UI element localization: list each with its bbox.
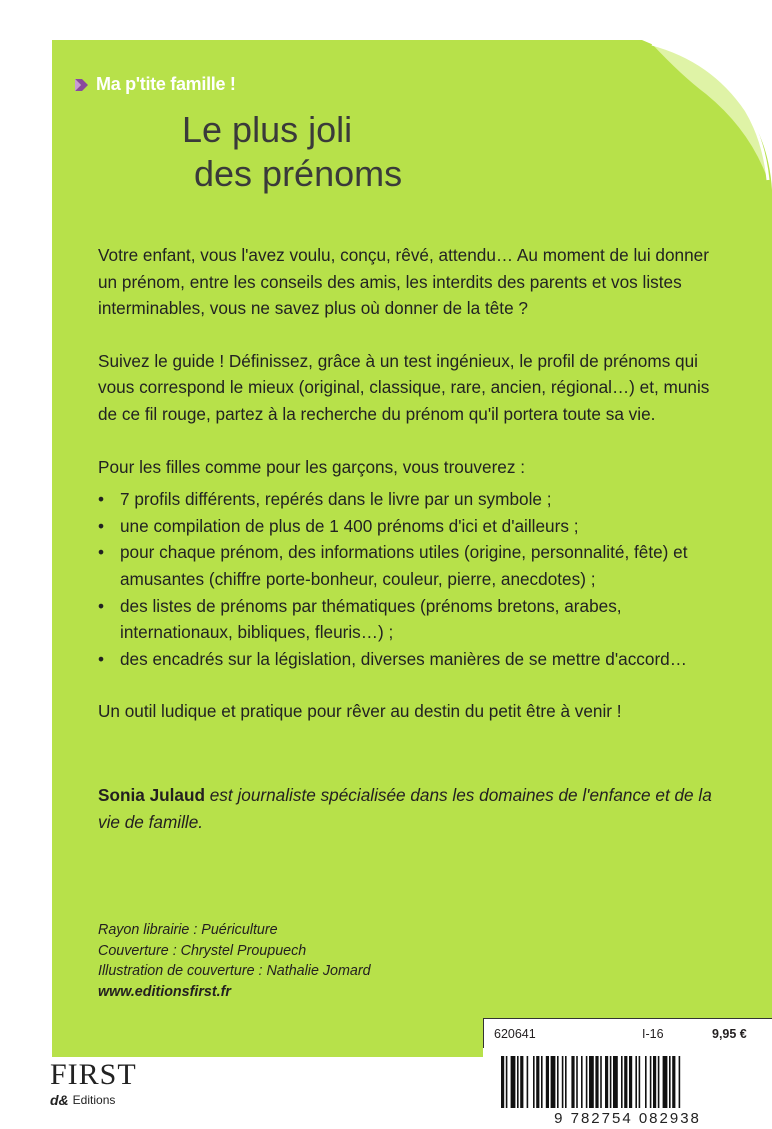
book-title (182, 108, 402, 196)
price-row (483, 1018, 772, 1048)
barcode-bar (669, 1056, 671, 1108)
credits (98, 920, 371, 1002)
title-line-2: des prénoms (194, 153, 403, 194)
publisher-editions (50, 1092, 137, 1108)
barcode-bar (565, 1056, 567, 1108)
list-item: • des encadrés sur la législation, diverses manières de se mettre d'accord… (98, 646, 718, 673)
list-item: • pour chaque prénom, des informations utiles (origine, personnalité, fête) et amusantes (chiffre porte-bonheur, couleur, pierre, anecdotes) ; (98, 539, 718, 592)
author-name: Sonia Julaud (98, 785, 205, 805)
barcode-bar (533, 1056, 535, 1108)
paragraph-intro: Votre enfant, vous l'avez voulu, conçu, rêvé, attendu… Au moment de lui donner un prénom, entre les conseils des amis, les interdits des parents et vos listes interminables, vous ne savez plus où donner de la tête ? (98, 245, 709, 319)
list-item: • une compilation de plus de 1 400 prénoms d'ici et d'ailleurs ; (98, 513, 718, 540)
barcode-bar (586, 1056, 588, 1108)
barcode-bar (511, 1056, 516, 1108)
price: 9,95 € (712, 1026, 747, 1041)
barcode-bar (645, 1056, 647, 1108)
barcode-bar (672, 1056, 675, 1108)
editions-label: Editions (72, 1093, 116, 1107)
barcode-bar (595, 1056, 598, 1108)
barcode-bar (506, 1056, 508, 1108)
barcode-bar (536, 1056, 539, 1108)
product-code: 620641 (494, 1026, 536, 1041)
publisher-name: FIRST (50, 1058, 137, 1091)
page-curl-decoration (642, 40, 772, 190)
barcode-bar (650, 1056, 652, 1108)
barcode-bar (589, 1056, 594, 1108)
isbn-number: 9 782754 082938 (554, 1110, 701, 1127)
barcode-bar (613, 1056, 618, 1108)
paragraph-list-intro: Pour les filles comme pour les garçons, vous trouverez : (98, 456, 526, 477)
publisher-website[interactable]: www.editionsfirst.fr (98, 983, 231, 1000)
category-code: I-16 (642, 1026, 664, 1041)
chevron-right-icon (72, 76, 90, 94)
barcode-bar (658, 1056, 660, 1108)
barcode-bar (621, 1056, 623, 1108)
description (98, 242, 718, 751)
barcode-bar (551, 1056, 556, 1108)
barcode-bar (663, 1056, 668, 1108)
series-label (72, 74, 236, 95)
barcode-bar (653, 1056, 656, 1108)
barcode-bar (576, 1056, 578, 1108)
barcode-bar (562, 1056, 564, 1108)
barcode-bar (600, 1056, 602, 1108)
barcode-bar (629, 1056, 632, 1108)
barcode-bar (679, 1056, 681, 1108)
barcode-bar (541, 1056, 543, 1108)
credit-illustration: Illustration de couverture : Nathalie Jomard (98, 963, 371, 980)
paragraph-closing: Un outil ludique et pratique pour rêver au destin du petit être à venir ! (98, 701, 622, 722)
barcode-bar (635, 1056, 637, 1108)
publisher-logo (50, 1060, 137, 1108)
series-name: Ma p'tite famille ! (96, 74, 236, 94)
barcode-bar (571, 1056, 574, 1108)
author-description: est journaliste spécialisée dans les domaines de l'enfance et de la vie de famille. (98, 785, 712, 832)
barcode-bar (517, 1056, 519, 1108)
editions-mark: d& (50, 1092, 69, 1108)
barcode-bar (527, 1056, 529, 1108)
barcode-box (483, 1018, 772, 1129)
barcode-bar (546, 1056, 549, 1108)
barcode-bar (605, 1056, 608, 1108)
barcode-bar (639, 1056, 641, 1108)
barcode-bar (501, 1056, 504, 1108)
list-item: • des listes de prénoms par thématiques (prénoms bretons, arabes, internationaux, bibliques, fleuris…) ; (98, 593, 718, 646)
barcode-bar (520, 1056, 523, 1108)
author-bio (98, 782, 718, 836)
barcode-bar (624, 1056, 627, 1108)
paragraph-guide: Suivez le guide ! Définissez, grâce à un test ingénieux, le profil de prénoms qui vous correspond le mieux (original, classique, rare, ancien, régional…) et, munis de ce fil rouge, partez à la recherche du prénom qu'il portera toute sa vie. (98, 350, 710, 424)
barcode-bar (610, 1056, 612, 1108)
feature-list (98, 486, 718, 672)
barcode (501, 1056, 756, 1108)
barcode-bar (557, 1056, 559, 1108)
title-line-1: Le plus joli (182, 109, 353, 150)
barcode-bar (581, 1056, 583, 1108)
list-item: • 7 profils différents, repérés dans le livre par un symbole ; (98, 486, 718, 513)
credit-couverture: Couverture : Chrystel Proupuech (98, 942, 307, 959)
credit-rayon: Rayon librairie : Puériculture (98, 922, 278, 938)
